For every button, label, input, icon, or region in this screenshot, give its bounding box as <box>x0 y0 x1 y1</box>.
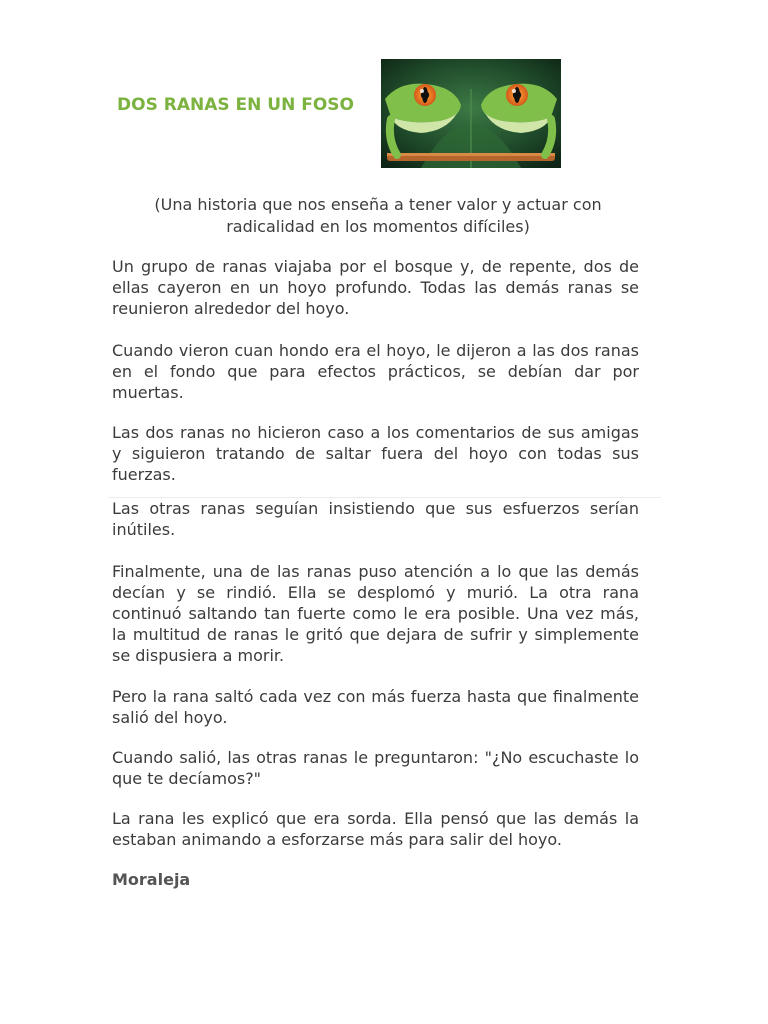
story-paragraph: Cuando salió, las otras ranas le preguntaron: "¿No escuchaste lo que te decíamos?" <box>112 748 639 788</box>
story-paragraph: Las otras ranas seguían insistiendo que sus esfuerzos serían inútiles. <box>112 499 639 539</box>
moral-heading: Moraleja <box>112 870 191 889</box>
story-paragraph: Finalmente, una de las ranas puso atención a lo que las demás decían y se rindió. Ella se desplomó y murió. La otra rana continuó saltando tan fuerte como le era posible. Una vez más, la multitud de ranas le gritó que dejara de sufrir y simplemente se dispusiera a morir. <box>112 562 639 665</box>
story-paragraph: Las dos ranas no hicieron caso a los comentarios de sus amigas y siguieron tratando de saltar fuera del hoyo con todas sus fuerzas. <box>112 423 639 484</box>
story-paragraph: Cuando vieron cuan hondo era el hoyo, le dijeron a las dos ranas en el fondo que para efectos prácticos, se debían dar por muertas. <box>112 341 639 402</box>
two-frogs-image <box>381 59 561 168</box>
story-subtitle: (Una historia que nos enseña a tener valor y actuar con radicalidad en los momentos difíciles) <box>154 195 602 236</box>
two-frogs-icon <box>381 59 561 168</box>
story-paragraph: La rana les explicó que era sorda. Ella pensó que las demás la estaban animando a esforzarse más para salir del hoyo. <box>112 809 639 849</box>
story-paragraph: Pero la rana saltó cada vez con más fuerza hasta que finalmente salió del hoyo. <box>112 687 639 727</box>
story-paragraph: Un grupo de ranas viajaba por el bosque y, de repente, dos de ellas cayeron en un hoyo profundo. Todas las demás ranas se reunieron alrededor del hoyo. <box>112 257 639 318</box>
document-title: DOS RANAS EN UN FOSO <box>117 95 354 115</box>
